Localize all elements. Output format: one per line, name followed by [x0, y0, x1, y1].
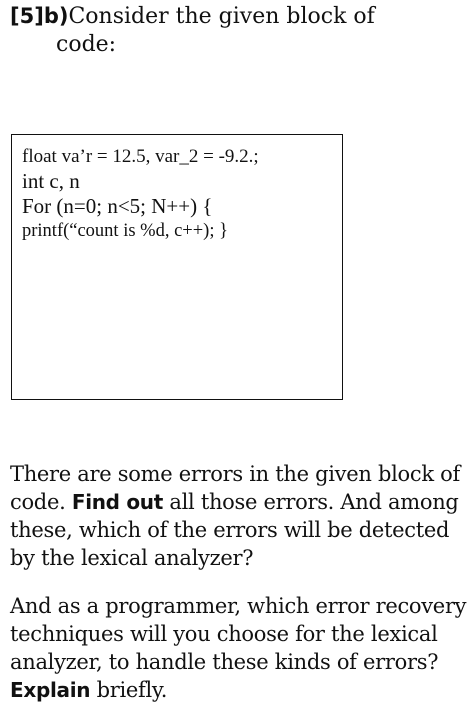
p1-bold-text: Find out: [71, 490, 164, 514]
code-line-3: For (n=0; n<5; N++) {: [22, 194, 213, 218]
question-number: [5]: [10, 4, 44, 28]
p2-text-after: briefly.: [90, 678, 168, 702]
question-title-line1: Consider the given block of: [68, 4, 375, 29]
question-part: b): [43, 4, 69, 28]
p2-bold-text: Explain: [10, 678, 91, 702]
p1-text-after: all those errors. And among these, which of the errors will be detected by the lexical analyzer?: [10, 490, 459, 570]
code-line-1: float va’r = 12.5, var_2 = -9.2.;: [22, 146, 259, 167]
code-line-4: printf(“count is %d, c++); }: [22, 221, 228, 241]
code-line-2: int c, n: [22, 169, 80, 193]
instruction-paragraph-2: [10, 592, 470, 704]
question-heading: [10, 2, 465, 59]
question-title-line2: code:: [56, 32, 117, 57]
p2-text-before: And as a programmer, which error recovery techniques will you choose for the lexical analyzer, to handle these kinds of errors?: [10, 594, 467, 674]
code-block: [11, 134, 343, 400]
instruction-paragraph-1: [10, 460, 470, 572]
p1-text-before: There are some errors in the given block of code.: [10, 462, 460, 514]
